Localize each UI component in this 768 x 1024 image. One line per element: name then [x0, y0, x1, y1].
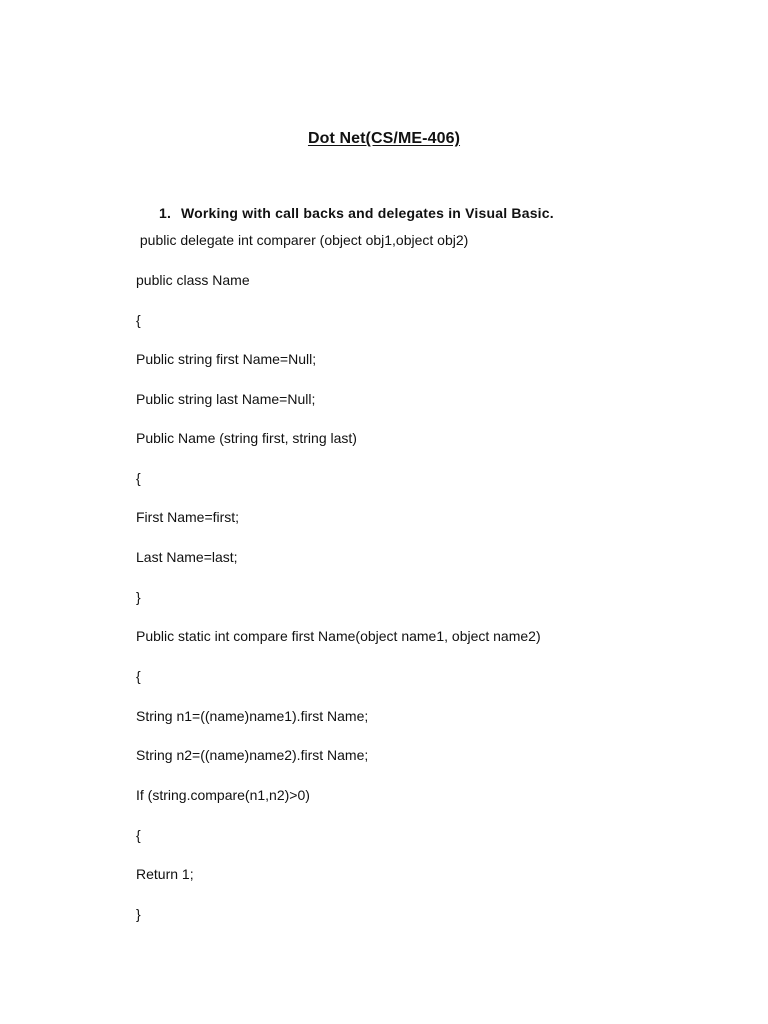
- code-line: public delegate int comparer (object obj1,object obj2): [136, 232, 469, 248]
- code-line: Public string first Name=Null;: [136, 351, 317, 367]
- section-heading: [159, 205, 554, 221]
- code-line: {: [136, 470, 141, 486]
- code-line: {: [136, 668, 141, 684]
- code-line: String n1=((name)name1).first Name;: [136, 708, 369, 724]
- code-line: First Name=first;: [136, 509, 240, 525]
- code-line: Public string last Name=Null;: [136, 391, 316, 407]
- code-line: public class Name: [136, 272, 250, 288]
- code-line: If (string.compare(n1,n2)>0): [136, 787, 310, 803]
- document-title: Dot Net(CS/ME-406): [307, 130, 461, 147]
- code-line: Last Name=last;: [136, 549, 238, 565]
- section-heading-text: Working with call backs and delegates in Visual Basic.: [181, 205, 554, 221]
- code-line: Return 1;: [136, 866, 194, 882]
- code-line: Public static int compare first Name(object name1, object name2): [136, 628, 541, 644]
- code-line: }: [136, 589, 141, 605]
- section-number: 1.: [159, 205, 172, 221]
- code-line: String n2=((name)name2).first Name;: [136, 747, 369, 763]
- code-line: {: [136, 827, 141, 843]
- code-line: Public Name (string first, string last): [136, 430, 357, 446]
- code-line: {: [136, 312, 141, 328]
- code-line: }: [136, 906, 141, 922]
